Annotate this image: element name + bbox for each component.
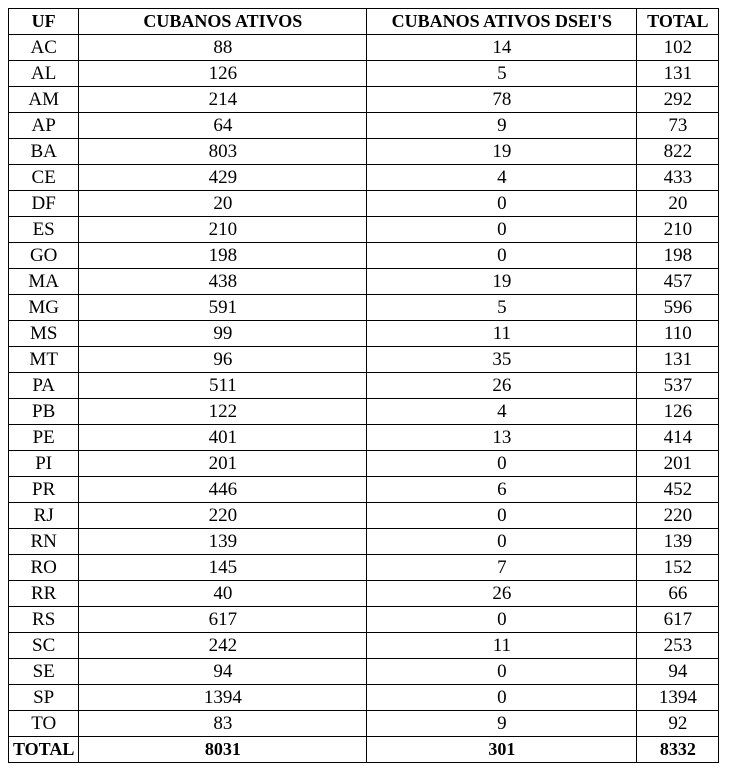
- cell-cubanos-ativos-dsei: 5: [367, 61, 637, 87]
- cell-cubanos-ativos-dsei: 14: [367, 35, 637, 61]
- cell-uf: PE: [9, 425, 79, 451]
- cell-total: 596: [637, 295, 719, 321]
- cell-cubanos-ativos: 210: [79, 217, 367, 243]
- table-row: [9, 659, 719, 685]
- cell-cubanos-ativos-dsei: 13: [367, 425, 637, 451]
- table-row: [9, 35, 719, 61]
- cell-total: 253: [637, 633, 719, 659]
- cell-cubanos-ativos-dsei: 0: [367, 243, 637, 269]
- table-row: [9, 87, 719, 113]
- cell-total: 452: [637, 477, 719, 503]
- cell-cubanos-ativos: 40: [79, 581, 367, 607]
- cell-uf: ES: [9, 217, 79, 243]
- table-row: [9, 425, 719, 451]
- cell-uf: PR: [9, 477, 79, 503]
- cell-total: 433: [637, 165, 719, 191]
- table-row: [9, 139, 719, 165]
- cell-uf: MA: [9, 269, 79, 295]
- cell-total: 822: [637, 139, 719, 165]
- table-row: [9, 243, 719, 269]
- cell-cubanos-ativos-dsei: 19: [367, 139, 637, 165]
- header-total: TOTAL: [637, 9, 719, 35]
- cell-cubanos-ativos-dsei: 78: [367, 87, 637, 113]
- cell-uf: SC: [9, 633, 79, 659]
- cell-cubanos-ativos-dsei: 0: [367, 529, 637, 555]
- table-row: [9, 61, 719, 87]
- cell-total: 210: [637, 217, 719, 243]
- cell-uf: MS: [9, 321, 79, 347]
- cell-cubanos-ativos: 83: [79, 711, 367, 737]
- cell-uf: SP: [9, 685, 79, 711]
- cell-total: 94: [637, 659, 719, 685]
- total-dsei: 301: [367, 737, 637, 763]
- table-row: [9, 477, 719, 503]
- cell-total: 102: [637, 35, 719, 61]
- cell-uf: SE: [9, 659, 79, 685]
- cell-cubanos-ativos: 122: [79, 399, 367, 425]
- total-ativos: 8031: [79, 737, 367, 763]
- cell-cubanos-ativos-dsei: 4: [367, 165, 637, 191]
- cell-uf: AM: [9, 87, 79, 113]
- table-row: [9, 685, 719, 711]
- cell-cubanos-ativos: 803: [79, 139, 367, 165]
- table-row: [9, 373, 719, 399]
- total-label: TOTAL: [9, 737, 79, 763]
- cell-cubanos-ativos: 438: [79, 269, 367, 295]
- cell-cubanos-ativos: 94: [79, 659, 367, 685]
- cell-uf: RJ: [9, 503, 79, 529]
- table-row: [9, 269, 719, 295]
- cell-cubanos-ativos: 99: [79, 321, 367, 347]
- cell-uf: MT: [9, 347, 79, 373]
- cell-uf: DF: [9, 191, 79, 217]
- cell-uf: RS: [9, 607, 79, 633]
- cell-cubanos-ativos-dsei: 0: [367, 191, 637, 217]
- cell-cubanos-ativos-dsei: 6: [367, 477, 637, 503]
- header-cubanos-ativos: CUBANOS ATIVOS: [79, 9, 367, 35]
- table-row: [9, 607, 719, 633]
- table-row: [9, 555, 719, 581]
- cell-cubanos-ativos-dsei: 0: [367, 607, 637, 633]
- cell-cubanos-ativos: 88: [79, 35, 367, 61]
- cell-total: 73: [637, 113, 719, 139]
- cell-cubanos-ativos-dsei: 0: [367, 217, 637, 243]
- cell-uf: TO: [9, 711, 79, 737]
- cell-total: 131: [637, 347, 719, 373]
- cell-cubanos-ativos: 220: [79, 503, 367, 529]
- cell-cubanos-ativos-dsei: 35: [367, 347, 637, 373]
- table-row: [9, 503, 719, 529]
- cell-cubanos-ativos: 145: [79, 555, 367, 581]
- table-row: [9, 581, 719, 607]
- cell-total: 457: [637, 269, 719, 295]
- cell-cubanos-ativos-dsei: 11: [367, 321, 637, 347]
- cell-cubanos-ativos: 446: [79, 477, 367, 503]
- cell-cubanos-ativos: 198: [79, 243, 367, 269]
- header-cubanos-ativos-dsei: CUBANOS ATIVOS DSEI'S: [367, 9, 637, 35]
- cell-cubanos-ativos: 126: [79, 61, 367, 87]
- cell-cubanos-ativos-dsei: 4: [367, 399, 637, 425]
- cell-cubanos-ativos-dsei: 5: [367, 295, 637, 321]
- cell-total: 20: [637, 191, 719, 217]
- cell-total: 201: [637, 451, 719, 477]
- cell-cubanos-ativos: 20: [79, 191, 367, 217]
- cell-uf: PI: [9, 451, 79, 477]
- cell-cubanos-ativos-dsei: 0: [367, 659, 637, 685]
- cell-cubanos-ativos: 617: [79, 607, 367, 633]
- cell-cubanos-ativos-dsei: 9: [367, 113, 637, 139]
- cell-total: 537: [637, 373, 719, 399]
- table-row: [9, 711, 719, 737]
- cell-uf: AP: [9, 113, 79, 139]
- cell-uf: RO: [9, 555, 79, 581]
- cell-uf: AL: [9, 61, 79, 87]
- table-body: [9, 35, 719, 737]
- cell-uf: RN: [9, 529, 79, 555]
- cell-cubanos-ativos-dsei: 7: [367, 555, 637, 581]
- table-row: [9, 399, 719, 425]
- header-row: [9, 9, 719, 35]
- total-row: [9, 737, 719, 763]
- cell-total: 198: [637, 243, 719, 269]
- cell-total: 220: [637, 503, 719, 529]
- cell-cubanos-ativos: 214: [79, 87, 367, 113]
- cell-cubanos-ativos: 96: [79, 347, 367, 373]
- data-table: [8, 8, 719, 763]
- cell-uf: MG: [9, 295, 79, 321]
- cell-cubanos-ativos: 1394: [79, 685, 367, 711]
- cell-cubanos-ativos: 511: [79, 373, 367, 399]
- cell-total: 110: [637, 321, 719, 347]
- cell-total: 617: [637, 607, 719, 633]
- table-row: [9, 191, 719, 217]
- table-row: [9, 295, 719, 321]
- cell-cubanos-ativos: 591: [79, 295, 367, 321]
- table-row: [9, 321, 719, 347]
- table-row: [9, 633, 719, 659]
- header-uf: UF: [9, 9, 79, 35]
- cell-cubanos-ativos: 64: [79, 113, 367, 139]
- cell-cubanos-ativos: 242: [79, 633, 367, 659]
- cell-total: 92: [637, 711, 719, 737]
- cell-total: 66: [637, 581, 719, 607]
- table-row: [9, 347, 719, 373]
- cell-cubanos-ativos: 201: [79, 451, 367, 477]
- cell-total: 414: [637, 425, 719, 451]
- cell-total: 292: [637, 87, 719, 113]
- cell-total: 152: [637, 555, 719, 581]
- cell-uf: PB: [9, 399, 79, 425]
- cell-total: 131: [637, 61, 719, 87]
- table-row: [9, 113, 719, 139]
- cell-total: 1394: [637, 685, 719, 711]
- cell-total: 126: [637, 399, 719, 425]
- cell-cubanos-ativos-dsei: 26: [367, 373, 637, 399]
- table-row: [9, 217, 719, 243]
- table-row: [9, 451, 719, 477]
- cell-uf: PA: [9, 373, 79, 399]
- cell-uf: BA: [9, 139, 79, 165]
- cell-cubanos-ativos-dsei: 0: [367, 685, 637, 711]
- cell-cubanos-ativos-dsei: 9: [367, 711, 637, 737]
- table-row: [9, 165, 719, 191]
- table-row: [9, 529, 719, 555]
- cell-cubanos-ativos-dsei: 0: [367, 503, 637, 529]
- cell-cubanos-ativos: 401: [79, 425, 367, 451]
- cell-cubanos-ativos: 139: [79, 529, 367, 555]
- cell-uf: GO: [9, 243, 79, 269]
- cell-uf: RR: [9, 581, 79, 607]
- cell-uf: AC: [9, 35, 79, 61]
- cell-uf: CE: [9, 165, 79, 191]
- cell-cubanos-ativos-dsei: 26: [367, 581, 637, 607]
- total-sum: 8332: [637, 737, 719, 763]
- cell-cubanos-ativos-dsei: 19: [367, 269, 637, 295]
- cell-cubanos-ativos: 429: [79, 165, 367, 191]
- cell-cubanos-ativos-dsei: 11: [367, 633, 637, 659]
- cell-cubanos-ativos-dsei: 0: [367, 451, 637, 477]
- cell-total: 139: [637, 529, 719, 555]
